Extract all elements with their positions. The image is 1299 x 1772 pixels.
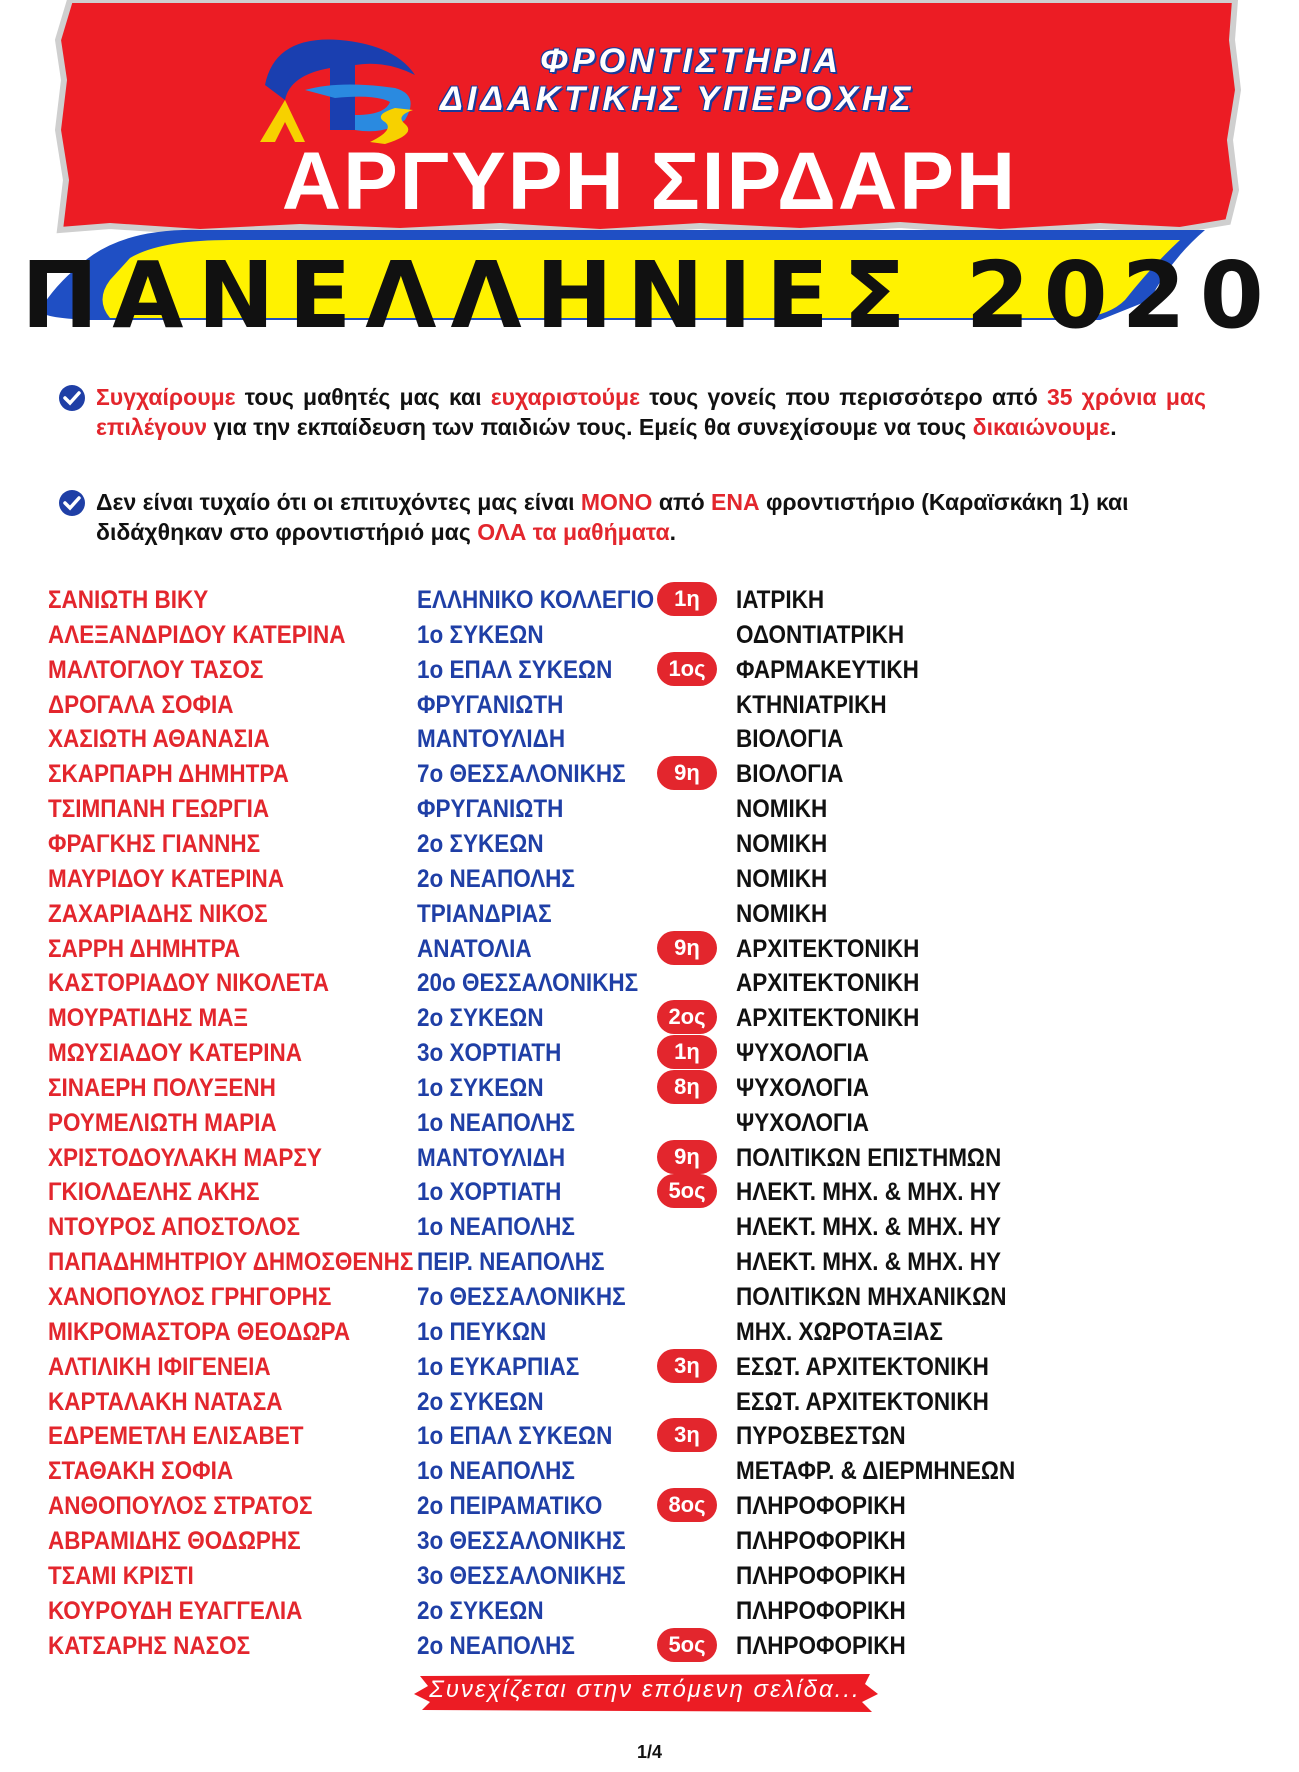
rank-badge: 3η: [657, 1418, 717, 1452]
intro-highlight: ΟΛΑ τα μαθήματα: [477, 519, 670, 545]
student-name: ΧΑΝΟΠΟΥΛΟΣ ΓΡΗΓΟΡΗΣ: [48, 1283, 332, 1311]
student-school: 1ο ΕΥΚΑΡΠΙΑΣ: [417, 1352, 580, 1381]
intro-highlight: ευχαριστούμε: [490, 384, 641, 410]
afs-logo-icon: [245, 30, 435, 150]
student-school: 1ο ΣΥΚΕΩΝ: [417, 620, 544, 649]
student-school: 1ο ΝΕΑΠΟΛΗΣ: [417, 1213, 575, 1242]
student-school: 1ο ΕΠΑΛ ΣΥΚΕΩΝ: [417, 1422, 613, 1451]
student-school: ΦΡΥΓΑΝΙΩΤΗ: [417, 690, 564, 719]
student-name: ΜΟΥΡΑΤΙΔΗΣ ΜΑΞ: [48, 1004, 248, 1033]
student-field: ΠΥΡΟΣΒΕΣΤΩΝ: [736, 1422, 906, 1451]
intro-text: για την εκπαίδευση των παιδιών τους. Εμείς θα συνεχίσουμε να τους: [207, 414, 973, 440]
table-row: [0, 865, 1299, 899]
intro-text: Δεν είναι τυχαίο ότι οι επιτυχόντες μας είναι: [96, 489, 581, 515]
student-school: 3ο ΘΕΣΣΑΛΟΝΙΚΗΣ: [417, 1561, 626, 1590]
table-row: [0, 1562, 1299, 1596]
intro-highlight: ΕΝΑ: [711, 489, 760, 515]
rank-badge: 8ος: [657, 1488, 717, 1522]
table-row: [0, 1388, 1299, 1422]
rank-badge: 9η: [657, 931, 717, 965]
student-school: 7ο ΘΕΣΣΑΛΟΝΙΚΗΣ: [417, 760, 626, 789]
table-row: [0, 725, 1299, 759]
student-name: ΕΔΡΕΜΕΤΛΗ ΕΛΙΣΑΒΕΤ: [48, 1422, 304, 1451]
rank-badge: 9η: [657, 756, 717, 790]
rank-badge: 2ος: [657, 1000, 717, 1034]
table-row: [0, 1039, 1299, 1073]
student-field: ΠΟΛΙΤΙΚΩΝ ΜΗΧΑΝΙΚΩΝ: [736, 1283, 1007, 1311]
rank-badge: 5ος: [657, 1174, 717, 1208]
student-name: ΚΑΡΤΑΛΑΚΗ ΝΑΤΑΣΑ: [48, 1387, 283, 1416]
table-row: [0, 1422, 1299, 1456]
table-row: [0, 621, 1299, 655]
exam-title: ΠΑΝΕΛΛΗΝΙΕΣ 2020: [21, 242, 1278, 349]
student-name: ΑΝΘΟΠΟΥΛΟΣ ΣΤΡΑΤΟΣ: [48, 1492, 313, 1521]
table-row: [0, 691, 1299, 725]
intro-text: τους μαθητές μας και: [235, 384, 491, 410]
table-row: [0, 900, 1299, 934]
student-name: ΜΑΥΡΙΔΟΥ ΚΑΤΕΡΙΝΑ: [48, 864, 285, 893]
student-field: ΑΡΧΙΤΕΚΤΟΝΙΚΗ: [736, 969, 920, 998]
student-field: ΒΙΟΛΟΓΙΑ: [736, 725, 844, 754]
student-name: ΚΟΥΡΟΥΔΗ ΕΥΑΓΓΕΛΙΑ: [48, 1596, 303, 1625]
student-name: ΓΚΙΟΛΔΕΛΗΣ ΑΚΗΣ: [48, 1178, 260, 1207]
intro-paragraph-1: [96, 382, 1206, 442]
student-school: 20ο ΘΕΣΣΑΛΟΝΙΚΗΣ: [417, 969, 639, 998]
student-name: ΑΒΡΑΜΙΔΗΣ ΘΟΔΩΡΗΣ: [48, 1526, 301, 1555]
student-school: ΜΑΝΤΟΥΛΙΔΗ: [417, 1143, 566, 1172]
student-name: ΜΑΛΤΟΓΛΟΥ ΤΑΣΟΣ: [48, 655, 264, 684]
student-name: ΣΑΝΙΩΤΗ ΒΙΚΥ: [48, 586, 209, 614]
student-school: ΕΛΛΗΝΙΚΟ ΚΟΛΛΕΓΙΟ: [417, 586, 655, 614]
table-row: [0, 1109, 1299, 1143]
table-row: [0, 1597, 1299, 1631]
student-name: ΦΡΑΓΚΗΣ ΓΙΑΝΝΗΣ: [48, 829, 261, 858]
brand-line-1: ΦΡΟΝΤΙΣΤΗΡΙΑ: [540, 42, 842, 80]
student-field: ΨΥΧΟΛΟΓΙΑ: [736, 1039, 870, 1068]
student-name: ΧΡΙΣΤΟΔΟΥΛΑΚΗ ΜΑΡΣΥ: [48, 1143, 322, 1172]
table-row: [0, 830, 1299, 864]
table-row: [0, 935, 1299, 969]
intro-paragraph-2: [96, 487, 1206, 547]
student-school: ΠΕΙΡ. ΝΕΑΠΟΛΗΣ: [417, 1248, 605, 1277]
student-field: ΠΟΛΙΤΙΚΩΝ ΕΠΙΣΤΗΜΩΝ: [736, 1143, 1002, 1172]
student-school: 3ο ΧΟΡΤΙΑΤΗ: [417, 1039, 562, 1068]
intro-highlight: ΜΟΝΟ: [580, 489, 653, 515]
table-row: [0, 1144, 1299, 1178]
student-school: 3ο ΘΕΣΣΑΛΟΝΙΚΗΣ: [417, 1526, 626, 1555]
table-row: [0, 1492, 1299, 1526]
student-name: ΠΑΠΑΔΗΜΗΤΡΙΟΥ ΔΗΜΟΣΘΕΝΗΣ: [48, 1248, 414, 1277]
table-row: [0, 1457, 1299, 1491]
table-row: [0, 795, 1299, 829]
student-school: 1ο ΝΕΑΠΟΛΗΣ: [417, 1457, 575, 1486]
page-number: 1/4: [636, 1742, 663, 1762]
school-name: ΑΡΓΥΡΗ ΣΙΡΔΑΡΗ: [281, 136, 1018, 227]
header-banner: [0, 0, 1299, 360]
student-name: ΣΙΝΑΕΡΗ ΠΟΛΥΞΕΝΗ: [48, 1073, 276, 1102]
student-name: ΤΣΑΜΙ ΚΡΙΣΤΙ: [48, 1561, 194, 1590]
rank-badge: 1η: [657, 1035, 717, 1069]
student-field: ΗΛΕΚΤ. ΜΗΧ. & ΜΗΧ. ΗΥ: [736, 1248, 1002, 1277]
intro-highlight: 35 χρόνια μας επιλέγουν: [96, 384, 1207, 440]
student-name: ΣΑΡΡΗ ΔΗΜΗΤΡΑ: [48, 934, 241, 963]
student-name: ΡΟΥΜΕΛΙΩΤΗ ΜΑΡΙΑ: [48, 1108, 277, 1137]
student-name: ΑΛΤΙΛΙΚΗ ΙΦΙΓΕΝΕΙΑ: [48, 1352, 271, 1381]
student-school: 1ο ΕΠΑΛ ΣΥΚΕΩΝ: [417, 655, 613, 684]
check-circle-icon: [58, 489, 86, 517]
table-row: [0, 1353, 1299, 1387]
student-field: ΝΟΜΙΚΗ: [736, 899, 828, 928]
student-name: ΚΑΣΤΟΡΙΑΔΟΥ ΝΙΚΟΛΕΤΑ: [48, 969, 330, 998]
intro-highlight: Συγχαίρουμε: [96, 384, 236, 410]
student-field: ΙΑΤΡΙΚΗ: [736, 586, 825, 614]
student-field: ΗΛΕΚΤ. ΜΗΧ. & ΜΗΧ. ΗΥ: [736, 1213, 1002, 1242]
student-school: ΜΑΝΤΟΥΛΙΔΗ: [417, 725, 566, 754]
intro-text: από: [652, 489, 712, 515]
student-field: ΗΛΕΚΤ. ΜΗΧ. & ΜΗΧ. ΗΥ: [736, 1178, 1002, 1207]
rank-badge: 5ος: [657, 1628, 717, 1662]
student-school: ΦΡΥΓΑΝΙΩΤΗ: [417, 795, 564, 824]
student-name: ΖΑΧΑΡΙΑΔΗΣ ΝΙΚΟΣ: [48, 899, 268, 928]
student-school: 1ο ΝΕΑΠΟΛΗΣ: [417, 1108, 575, 1137]
student-field: ΠΛΗΡΟΦΟΡΙΚΗ: [736, 1596, 906, 1625]
student-school: ΑΝΑΤΟΛΙΑ: [417, 934, 532, 963]
student-field: ΦΑΡΜΑΚΕΥΤΙΚΗ: [736, 655, 919, 684]
student-field: ΕΣΩΤ. ΑΡΧΙΤΕΚΤΟΝΙΚΗ: [736, 1387, 989, 1416]
student-field: ΕΣΩΤ. ΑΡΧΙΤΕΚΤΟΝΙΚΗ: [736, 1352, 989, 1381]
student-field: ΜΕΤΑΦΡ. & ΔΙΕΡΜΗΝΕΩΝ: [736, 1457, 1016, 1486]
check-circle-icon: [58, 384, 86, 412]
student-school: 7ο ΘΕΣΣΑΛΟΝΙΚΗΣ: [417, 1283, 626, 1311]
table-row: [0, 1283, 1299, 1317]
student-school: ΤΡΙΑΝΔΡΙΑΣ: [417, 899, 552, 928]
brand-line-2: ΔΙΔΑΚΤΙΚΗΣ ΥΠΕΡΟΧΗΣ: [440, 80, 915, 118]
student-name: ΜΩΥΣΙΑΔΟΥ ΚΑΤΕΡΙΝΑ: [48, 1039, 303, 1068]
rank-badge: 1η: [657, 582, 717, 616]
table-row: [0, 586, 1299, 620]
table-row: [0, 1318, 1299, 1352]
student-field: ΝΟΜΙΚΗ: [736, 864, 828, 893]
intro-text: φροντιστήριο (Καραϊσκάκη 1) και διδάχθηκαν στο φροντιστήριό μας: [96, 489, 1129, 545]
student-field: ΝΟΜΙΚΗ: [736, 829, 828, 858]
student-field: ΟΔΟΝΤΙΑΤΡΙΚΗ: [736, 620, 905, 649]
student-field: ΨΥΧΟΛΟΓΙΑ: [736, 1073, 870, 1102]
student-field: ΠΛΗΡΟΦΟΡΙΚΗ: [736, 1492, 906, 1521]
student-name: ΝΤΟΥΡΟΣ ΑΠΟΣΤΟΛΟΣ: [48, 1213, 301, 1242]
student-field: ΠΛΗΡΟΦΟΡΙΚΗ: [736, 1561, 906, 1590]
table-row: [0, 1074, 1299, 1108]
intro-text: τους γονείς που περισσότερο από: [640, 384, 1047, 410]
student-field: ΨΥΧΟΛΟΓΙΑ: [736, 1108, 870, 1137]
table-row: [0, 760, 1299, 794]
student-school: 1ο ΠΕΥΚΩΝ: [417, 1317, 547, 1346]
student-school: 2ο ΣΥΚΕΩΝ: [417, 1387, 544, 1416]
table-row: [0, 1527, 1299, 1561]
rank-badge: 9η: [657, 1140, 717, 1174]
student-field: ΠΛΗΡΟΦΟΡΙΚΗ: [736, 1526, 906, 1555]
student-school: 2ο ΝΕΑΠΟΛΗΣ: [417, 1631, 575, 1660]
rank-badge: 8η: [657, 1070, 717, 1104]
student-field: ΚΤΗΝΙΑΤΡΙΚΗ: [736, 690, 887, 719]
table-row: [0, 1213, 1299, 1247]
student-name: ΚΑΤΣΑΡΗΣ ΝΑΣΟΣ: [48, 1631, 251, 1660]
table-row: [0, 1248, 1299, 1282]
student-name: ΑΛΕΞΑΝΔΡΙΔΟΥ ΚΑΤΕΡΙΝΑ: [48, 620, 346, 649]
table-row: [0, 1178, 1299, 1212]
intro-text: .: [669, 519, 677, 545]
student-school: 2ο ΝΕΑΠΟΛΗΣ: [417, 864, 575, 893]
student-name: ΧΑΣΙΩΤΗ ΑΘΑΝΑΣΙΑ: [48, 725, 270, 754]
table-row: [0, 1632, 1299, 1666]
student-field: ΜΗΧ. ΧΩΡΟΤΑΞΙΑΣ: [736, 1317, 943, 1346]
student-school: 2ο ΣΥΚΕΩΝ: [417, 1596, 544, 1625]
student-field: ΑΡΧΙΤΕΚΤΟΝΙΚΗ: [736, 1004, 920, 1033]
student-name: ΔΡΟΓΑΛΑ ΣΟΦΙΑ: [48, 690, 234, 719]
table-row: [0, 969, 1299, 1003]
table-row: [0, 656, 1299, 690]
student-school: 2ο ΣΥΚΕΩΝ: [417, 1004, 544, 1033]
student-name: ΜΙΚΡΟΜΑΣΤΟΡΑ ΘΕΟΔΩΡΑ: [48, 1317, 351, 1346]
student-field: ΝΟΜΙΚΗ: [736, 795, 828, 824]
table-row: [0, 1004, 1299, 1038]
student-field: ΒΙΟΛΟΓΙΑ: [736, 760, 844, 789]
student-school: 2ο ΣΥΚΕΩΝ: [417, 829, 544, 858]
rank-badge: 1ος: [657, 652, 717, 686]
student-field: ΑΡΧΙΤΕΚΤΟΝΙΚΗ: [736, 934, 920, 963]
student-name: ΣΤΑΘΑΚΗ ΣΟΦΙΑ: [48, 1457, 234, 1486]
intro-text: .: [1110, 414, 1117, 440]
rank-badge: 3η: [657, 1349, 717, 1383]
student-school: 2ο ΠΕΙΡΑΜΑΤΙΚΟ: [417, 1492, 603, 1521]
student-field: ΠΛΗΡΟΦΟΡΙΚΗ: [736, 1631, 906, 1660]
student-name: ΤΣΙΜΠΑΝΗ ΓΕΩΡΓΙΑ: [48, 795, 270, 824]
continued-label: Συνεχίζεται στην επόμενη σελίδα...: [429, 1676, 861, 1703]
student-school: 1ο ΣΥΚΕΩΝ: [417, 1073, 544, 1102]
student-name: ΣΚΑΡΠΑΡΗ ΔΗΜΗΤΡΑ: [48, 760, 289, 789]
student-school: 1ο ΧΟΡΤΙΑΤΗ: [417, 1178, 562, 1207]
intro-highlight: δικαιώνουμε: [972, 414, 1111, 440]
